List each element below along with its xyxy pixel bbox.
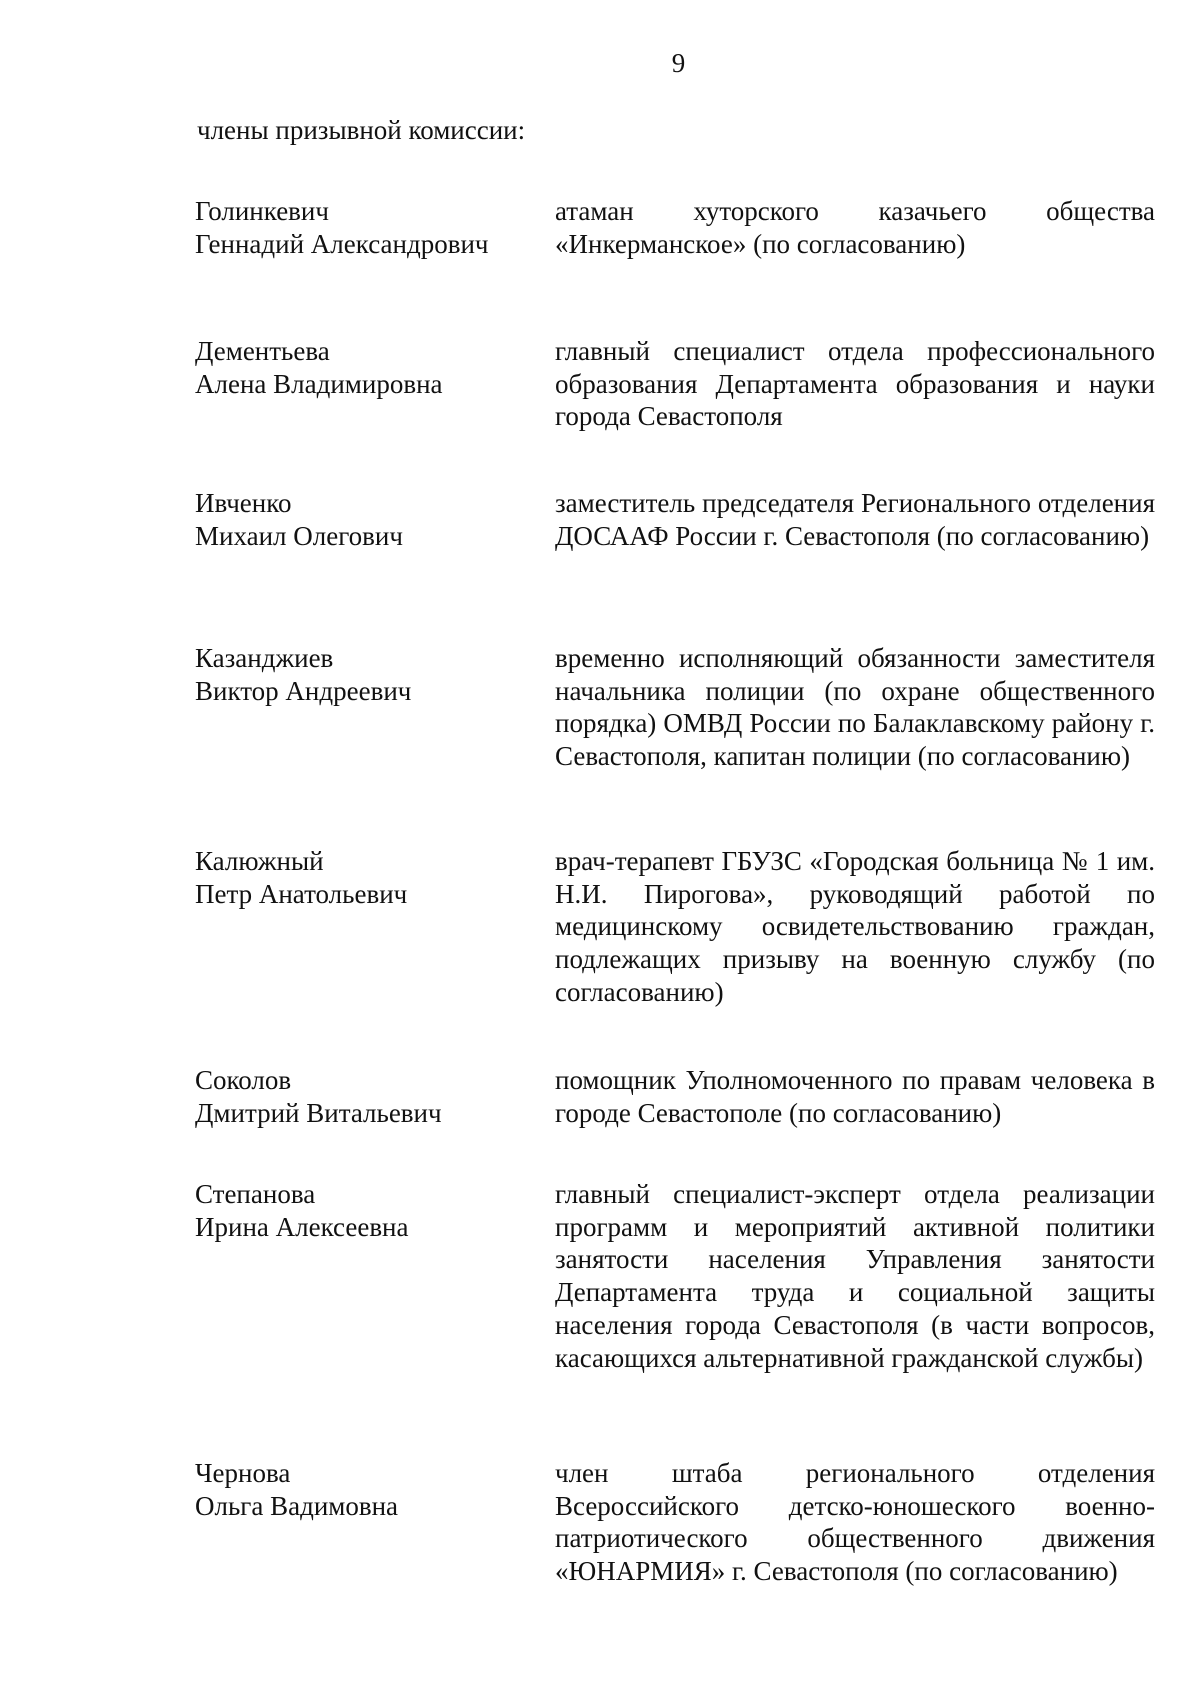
member-surname: Чернова [195, 1458, 291, 1488]
member-surname: Калюжный [195, 846, 324, 876]
section-heading: члены призывной комиссии: [197, 115, 526, 145]
member-role: член штаба регионального отделения Всероссийского детско-юношеского военно-патриотического общественного движения «ЮНАРМИЯ» г. Севастополя (по согласованию) [555, 1458, 1155, 1587]
member-name [195, 1178, 535, 1244]
member-surname: Степанова [195, 1179, 316, 1209]
member-name [195, 335, 535, 401]
member-given-names: Алена Владимировна [195, 369, 443, 399]
member-role: главный специалист отдела профессионального образования Департамента образования и науки города Севастополя [555, 336, 1155, 432]
member-surname: Казанджиев [195, 643, 334, 673]
member-role: главный специалист-эксперт отдела реализации программ и мероприятий активной политики занятости населения Управления занятости Департамента труда и социальной защиты населения города Севастополя (в части вопросов, касающихся альтернативной гражданской службы) [555, 1179, 1155, 1373]
member-role: атаман хуторского казачьего общества «Инкерманское» (по согласованию) [555, 196, 1155, 259]
member-surname: Дементьева [195, 336, 330, 366]
member-name [195, 845, 535, 911]
member-given-names: Геннадий Александрович [195, 229, 489, 259]
member-role: помощник Уполномоченного по правам человека в городе Севастополе (по согласованию) [555, 1065, 1155, 1128]
member-given-names: Виктор Андреевич [195, 676, 412, 706]
member-role: заместитель председателя Регионального отделения ДОСААФ России г. Севастополя (по согласованию) [555, 488, 1155, 551]
member-surname: Ивченко [195, 488, 292, 518]
page-number: 9 [671, 48, 686, 78]
member-name [195, 642, 535, 708]
member-given-names: Ирина Алексеевна [195, 1212, 409, 1242]
member-given-names: Ольга Вадимовна [195, 1491, 399, 1521]
member-given-names: Михаил Олегович [195, 521, 403, 551]
member-surname: Соколов [195, 1065, 292, 1095]
member-role: временно исполняющий обязанности заместителя начальника полиции (по охране общественного порядка) ОМВД России по Балаклавскому району г. Севастополя, капитан полиции (по согласованию) [555, 643, 1155, 772]
member-surname: Голинкевич [195, 196, 329, 226]
member-given-names: Петр Анатольевич [195, 879, 408, 909]
member-name [195, 1457, 535, 1523]
member-given-names: Дмитрий Витальевич [195, 1098, 442, 1128]
member-name [195, 487, 535, 553]
member-name [195, 195, 535, 261]
member-role: врач-терапевт ГБУЗС «Городская больница № 1 им. Н.И. Пирогова», руководящий работой по медицинскому освидетельствованию граждан, подлежащих призыву на военную службу (по согласованию) [555, 846, 1155, 1007]
member-name [195, 1064, 535, 1130]
